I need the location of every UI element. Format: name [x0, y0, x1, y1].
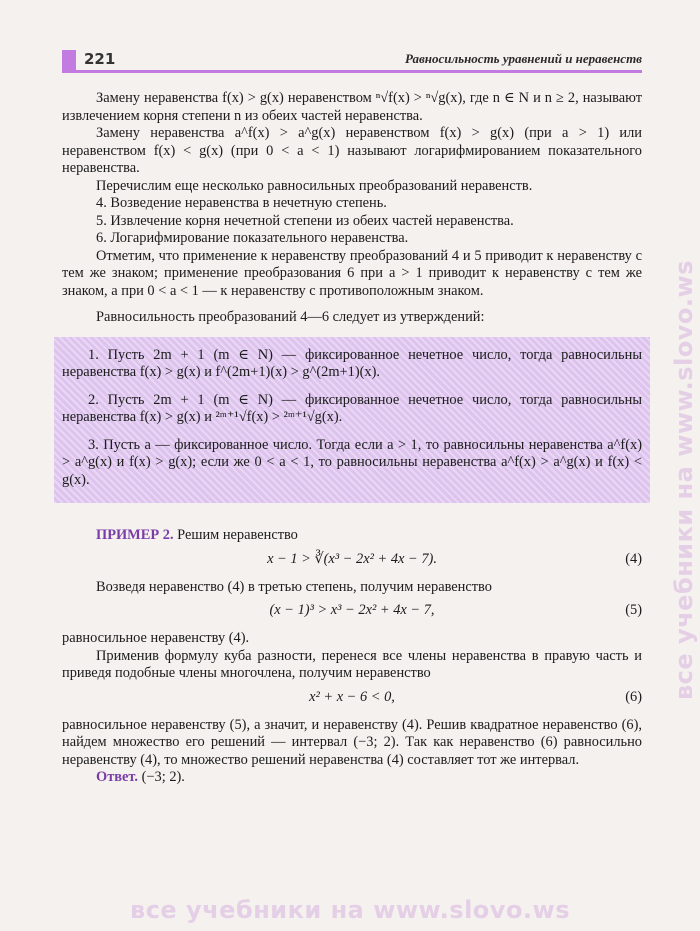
theorem-2: 2. Пусть 2m + 1 (m ∈ N) — фиксированное нечетное число, тогда равносильны неравенства f(x) > g(x) и ²ᵐ⁺¹√f(x) > ²ᵐ⁺¹√g(x).	[62, 391, 642, 425]
running-title: Равносильность уравнений и неравенств	[405, 51, 642, 66]
watermark-side: все учебники на www.slovo.ws	[670, 260, 698, 700]
page-header	[62, 50, 642, 72]
answer-value: (−3; 2).	[141, 769, 185, 785]
list-item-5: 5. Извлечение корня нечетной степени из обеих частей неравенства.	[96, 212, 514, 229]
theorem-1: 1. Пусть 2m + 1 (m ∈ N) — фиксированное нечетное число, тогда равносильны неравенства f(x) > g(x) и f^(2m+1)(x) > g^(2m+1)(x).	[62, 346, 642, 380]
equation-5-number: (5)	[625, 602, 642, 618]
equation-6-number: (6)	[625, 688, 642, 705]
equation-5-formula: (x − 1)³ > x³ − 2x² + 4x − 7,	[269, 602, 435, 618]
theorem-box	[54, 337, 650, 504]
equation-4-number: (4)	[625, 550, 642, 567]
paragraph-equivalent: равносильное неравенству (4).	[62, 630, 250, 646]
list-item-6: 6. Логарифмирование показательного неравенства.	[96, 230, 409, 246]
paragraph-notes: Отметим, что применение к неравенству преобразований 4 и 5 приводит к неравенству с тем же знаком; применение преобразования 6 при a > 1 приводит к неравенству с тем же знаком, а при 0 < a < 1 — к неравенству с противоположным знаком.	[62, 247, 642, 299]
equation-4-formula: x − 1 > ∛(x³ − 2x² + 4x − 7).	[267, 550, 437, 567]
paragraph-solution: равносильное неравенству (5), а значит, и неравенству (4). Решив квадратное неравенство (6), найдем множество его решений — интервал (−3; 2). Так как неравенство (6) равносильно неравенству (4), то множество решений неравенства (4) составляет тот же интервал.	[62, 716, 642, 768]
page-content	[62, 90, 642, 787]
paragraph-root-extraction: Замену неравенства f(x) > g(x) неравенством ⁿ√f(x) > ⁿ√g(x), где n ∈ N и n ≥ 2, называют извлечением корня степени n из обеих частей неравенства.	[62, 90, 642, 124]
paragraph-statements-intro: Равносильность преобразований 4—6 следует из утверждений:	[96, 309, 485, 325]
theorem-3: 3. Пусть a — фиксированное число. Тогда если a > 1, то равносильны неравенства a^f(x) > a^g(x) и f(x) > g(x); если же 0 < a < 1, то равносильны неравенства a^f(x) > a^g(x) и f(x) < g(x).	[62, 436, 642, 488]
header-marker	[62, 50, 76, 70]
equation-5	[62, 602, 642, 622]
equation-6-formula: x² + x − 6 < 0,	[309, 688, 395, 705]
example-heading	[62, 527, 642, 545]
list-item-4: 4. Возведение неравенства в нечетную степень.	[96, 195, 387, 211]
equation-6	[62, 689, 642, 709]
paragraph-list-intro: Перечислим еще несколько равносильных преобразований неравенств.	[96, 177, 533, 194]
example-label: ПРИМЕР 2.	[96, 527, 174, 543]
answer-line	[62, 769, 642, 787]
paragraph-logarithm: Замену неравенства a^f(x) > a^g(x) неравенством f(x) > g(x) (при a > 1) или неравенством f(x) < g(x) (при 0 < a < 1) называют логарифмированием показательного неравенства.	[62, 125, 642, 176]
paragraph-cube: Возведя неравенство (4) в третью степень, получим неравенство	[96, 578, 492, 595]
watermark-bottom: все учебники на www.slovo.ws	[130, 896, 570, 924]
header-rule	[62, 70, 642, 73]
example-intro: Решим неравенство	[177, 527, 298, 543]
answer-label: Ответ.	[96, 769, 139, 785]
paragraph-transform: Применив формулу куба разности, перенеся все члены неравенства в правую часть и приведя подобные члены многочлена, получим неравенство	[62, 647, 642, 681]
equation-4	[62, 551, 642, 571]
page-number: 221	[84, 50, 116, 68]
